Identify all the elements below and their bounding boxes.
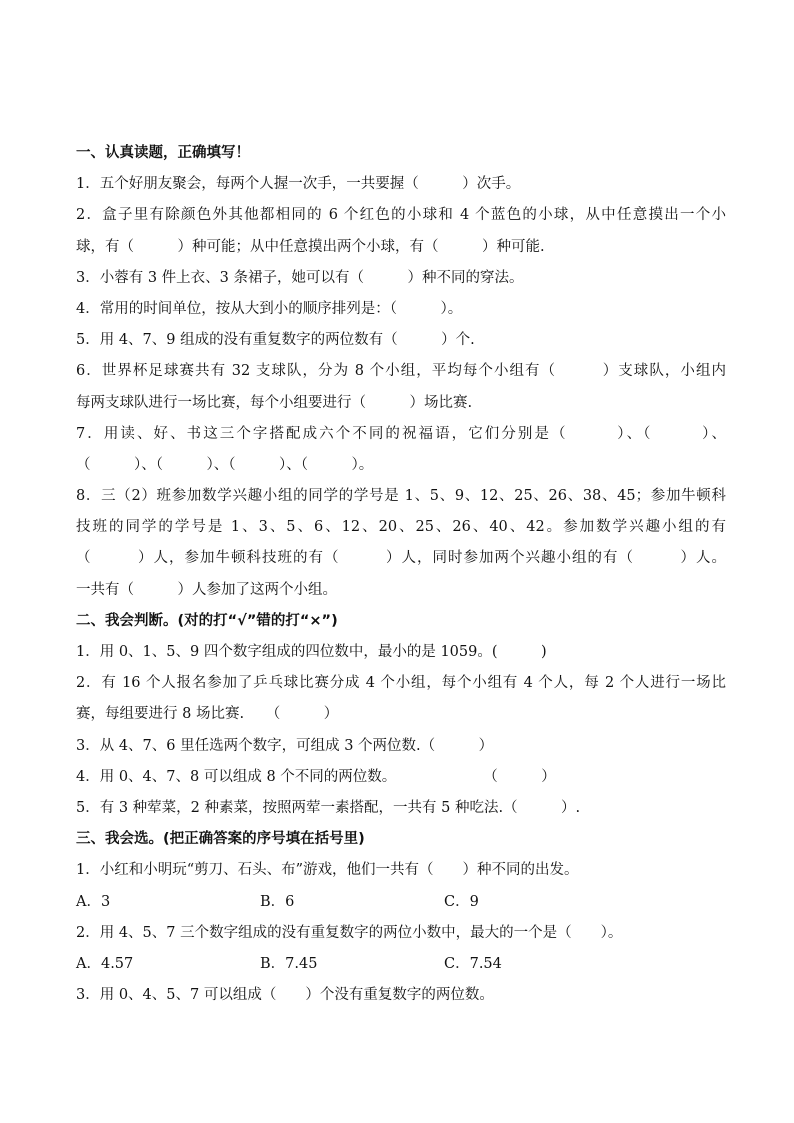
s1-line-1: 1．五个好朋友聚会，每两个人握一次手，一共要握（ ）次手。 (76, 176, 521, 193)
s1-line-12: 技班的同学的学号是 1、3、5、6、12、20、25、26、40、42。参加数学兴趣小组的有 (76, 519, 726, 536)
s1-line-5: 4．常用的时间单位，按从大到小的顺序排列是：（ ）。 (76, 300, 463, 317)
worksheet-content (76, 138, 726, 1011)
s1-line-14: 一共有（ ）人参加了这两个小组。 (76, 581, 337, 598)
s2-line-2: 2．有 16 个人报名参加了乒乓球比赛分成 4 个小组，每个小组有 4 个人，每 2 个人进行一场比 (76, 675, 726, 692)
q2-option-b: B．7.45 (260, 955, 318, 972)
q2-option-c: C．7.54 (444, 955, 502, 972)
s1-line-7: 6．世界杯足球赛共有 32 支球队，分为 8 个小组，平均每个小组有（ ）支球队，小组内 (76, 363, 726, 380)
q1-option-b: B．6 (260, 893, 295, 910)
s1-line-2: 2．盒子里有除颜色外其他都相同的 6 个红色的小球和 4 个蓝色的小球，从中任意摸出一个小 (76, 207, 726, 224)
s3-question-2: 2．用 4、5、7 三个数字组成的没有重复数字的两位小数中，最大的一个是（ ）。 (76, 924, 623, 941)
s3-q2-options (76, 949, 726, 980)
q2-option-a: A．4.57 (76, 955, 134, 972)
s3-question-1: 1．小红和小明玩“剪刀、石头、布”游戏，他们一共有（ ）种不同的出发。 (76, 862, 579, 879)
s1-line-9: 7．用读、好、书这三个字搭配成六个不同的祝福语，它们分别是（ ）、（ ）、 (76, 425, 726, 442)
section-3-title: 三、我会选。(把正确答案的序号填在括号里) (76, 831, 365, 848)
s2-line-5: 4．用 0、4、7、8 可以组成 8 个不同的两位数。 （ ） (76, 768, 556, 785)
s1-line-10: （ ）、（ ）、（ ）、（ ）。 (76, 456, 374, 473)
s1-line-3: 球，有（ ）种可能；从中任意摸出两个小球，有（ ）种可能. (76, 238, 545, 255)
s2-line-3: 赛，每组要进行 8 场比赛. （ ） (76, 706, 339, 723)
s1-line-13: （ ）人，参加牛顿科技班的有（ ）人，同时参加两个兴趣小组的有（ ）人。 (76, 550, 726, 567)
s1-line-4: 3．小蓉有 3 件上衣、3 条裙子，她可以有（ ）种不同的穿法。 (76, 269, 524, 286)
section-2-title: 二、我会判断。(对的打“√”错的打“×”) (76, 612, 338, 629)
s3-q1-options (76, 887, 726, 918)
s2-line-6: 5．有 3 种荤菜，2 种素菜，按照两荤一素搭配，一共有 5 种吃法.（ ）. (76, 799, 581, 816)
s3-question-3: 3．用 0、4、5、7 可以组成（ ）个没有重复数字的两位数。 (76, 987, 494, 1004)
s2-line-4: 3．从 4、7、6 里任选两个数字，可组成 3 个两位数.（ ） (76, 737, 494, 754)
s1-line-6: 5．用 4、7、9 组成的没有重复数字的两位数有（ ）个. (76, 332, 475, 349)
s1-line-11: 8．三（2）班参加数学兴趣小组的同学的学号是 1、5、9、12、25、26、38、45；参加牛顿科 (76, 488, 726, 505)
section-1-title: 一、认真读题，正确填写！ (76, 145, 250, 161)
q1-option-a: A．3 (76, 893, 111, 910)
s2-line-1: 1．用 0、1、5、9 四个数字组成的四位数中，最小的是 1059。( ) (76, 644, 547, 660)
q1-option-c: C．9 (444, 893, 479, 910)
s1-line-8: 每两支球队进行一场比赛，每个小组要进行（ ）场比赛. (76, 394, 473, 411)
